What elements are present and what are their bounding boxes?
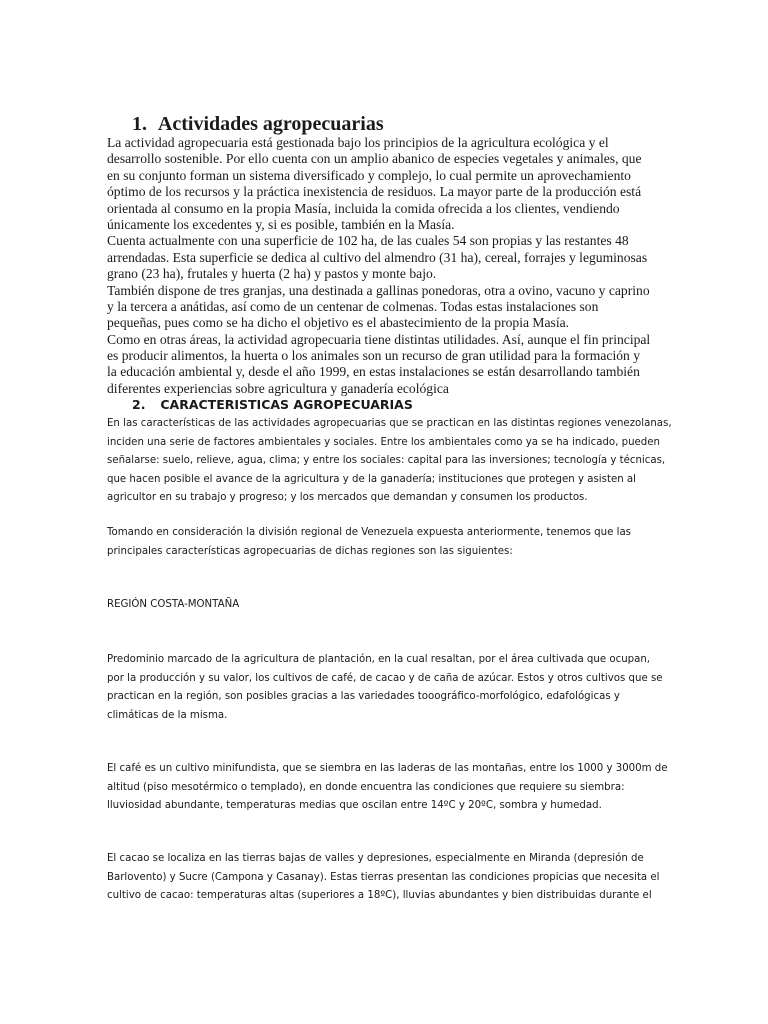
section-2-title: CARACTERISTICAS AGROPECUARIAS: [160, 397, 413, 412]
paragraph-line: únicamente los excedentes y, si es posible, también en la Masía.: [107, 216, 455, 232]
paragraph-line: cultivo de cacao: temperaturas altas (superiores a 18ºC), lluvias abundantes y bien distribuidas durante el: [107, 890, 652, 902]
cacao-paragraph: [107, 850, 682, 906]
section-1-number: 1.: [132, 113, 147, 135]
paragraph-line: óptimo de los recursos y la práctica inexistencia de residuos. La mayor parte de la producción está: [107, 184, 642, 200]
paragraph-line: lluviosidad abundante, temperaturas medias que oscilan entre 14ºC y 20ºC, sombra y humedad.: [107, 800, 602, 812]
paragraph-line: orientada al consumo en la propia Masía, incluida la comida ofrecida a los clientes, vendiendo: [107, 200, 620, 216]
section-2-number: 2.: [132, 397, 146, 412]
consideration-paragraph: [107, 524, 682, 561]
paragraph-line: en su conjunto forman un sistema diversificado y complejo, lo cual permite un aprovechamiento: [107, 167, 631, 183]
paragraph-line: El café es un cultivo minifundista, que se siembra en las laderas de las montañas, entre los 1000 y 3000m de: [107, 763, 668, 774]
paragraph-line: inciden una serie de factores ambientales y sociales. Entre los ambientales como ya se ha indicado, pueden: [107, 436, 660, 448]
paragraph-line: grano (23 ha), frutales y huerta (2 ha) y pastos y monte bajo.: [107, 266, 437, 282]
paragraph-line: El cacao se localiza en las tierras bajas de valles y depresiones, especialmente en Miranda (depresión de: [107, 853, 644, 864]
paragraph-line: desarrollo sostenible. Por ello cuenta con un amplio abanico de especies vegetales y animales, que: [107, 151, 642, 167]
section-1-title: Actividades agropecuarias: [157, 113, 384, 135]
region-title: REGIÓN COSTA-MONTAÑA: [107, 599, 240, 610]
section-2-intro-paragraph: [107, 415, 682, 508]
cafe-paragraph: [107, 760, 682, 816]
paragraph-line: La actividad agropecuaria está gestionada bajo los principios de la agricultura ecológica y el: [107, 135, 609, 150]
paragraph-line: También dispone de tres granjas, una destinada a gallinas ponedoras, otra a ovino, vacuno y caprino: [107, 282, 650, 298]
paragraph-line: pequeñas, pues como se ha dicho el objetivo es el abastecimiento de la propia Masía.: [107, 315, 570, 331]
paragraph-line: y la tercera a anátidas, así como de un centenar de colmenas. Todas estas instalaciones son: [107, 298, 599, 314]
paragraph-line: señalarse: suelo, relieve, agua, clima; y entre los sociales: capital para las inversiones; tecnología y técnicas,: [107, 455, 666, 467]
paragraph-line: altitud (piso mesotérmico o templado), en donde encuentra las condiciones que requiere su siembra:: [107, 781, 625, 793]
paragraph-line: Predominio marcado de la agricultura de plantación, en la cual resaltan, por el área cultivada que ocupan,: [107, 654, 651, 665]
paragraph-line: es producir alimentos, la huerta o los animales son un recurso de gran utilidad para la formación y: [107, 348, 641, 364]
section-1-heading: [132, 112, 384, 136]
paragraph-line: arrendadas. Esta superficie se dedica al cultivo del almendro (31 ha), cereal, forrajes y leguminosas: [107, 249, 648, 265]
paragraph-line: climáticas de la misma.: [107, 709, 228, 721]
paragraph-line: Tomando en consideración la división regional de Venezuela expuesta anteriormente, tenemos que las: [107, 527, 631, 538]
predominio-paragraph: [107, 651, 682, 725]
section-2-heading: [132, 396, 413, 414]
paragraph-line: Como en otras áreas, la actividad agropecuaria tiene distintas utilidades. Así, aunque el fin principal: [107, 331, 651, 347]
paragraph-line: En las características de las actividades agropecuarias que se practican en las distintas regiones venezolanas,: [107, 418, 672, 429]
paragraph-line: diferentes experiencias sobre agricultura y ganadería ecológica: [107, 380, 449, 396]
paragraph-line: principales características agropecuarias de dichas regiones son las siguientes:: [107, 545, 513, 557]
paragraph-line: que hacen posible el avance de la agricultura y de la ganadería; instituciones que protegen y asisten al: [107, 473, 636, 485]
paragraph-line: por la producción y su valor, los cultivos de café, de cacao y de caña de azúcar. Estos y otros cultivos que se: [107, 672, 663, 684]
paragraph-line: la educación ambiental y, desde el año 1999, en estas instalaciones se están desarrollando también: [107, 364, 640, 380]
region-heading: [107, 596, 682, 615]
section-1-body: [107, 135, 667, 397]
paragraph-line: agricultor en su trabajo y progreso; y los mercados que demandan y consumen los productos.: [107, 492, 588, 504]
paragraph-line: Barlovento) y Sucre (Campona y Casanay). Estas tierras presentan las condiciones propicias que necesita el: [107, 871, 660, 883]
paragraph-line: practican en la región, son posibles gracias a las variedades tooográfico-morfológico, edafológicas y: [107, 691, 620, 703]
paragraph-line: Cuenta actualmente con una superficie de 102 ha, de las cuales 54 son propias y las restantes 48: [107, 233, 629, 249]
